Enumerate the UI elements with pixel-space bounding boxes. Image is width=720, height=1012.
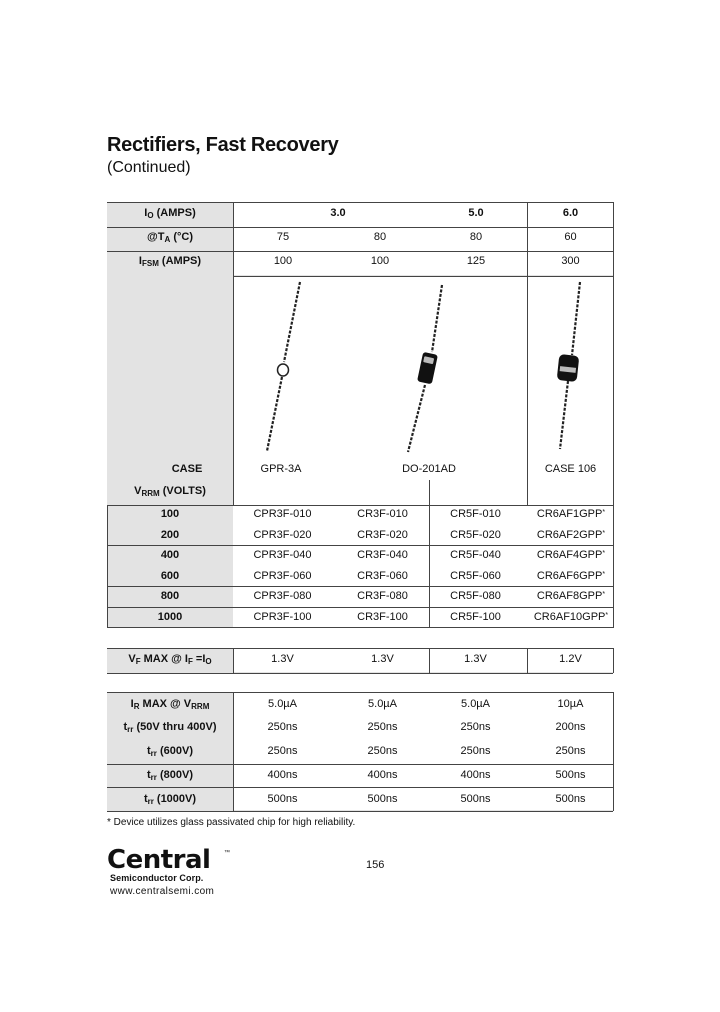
row-divider: [107, 586, 613, 587]
part-number: CR3F-100: [357, 611, 408, 623]
part-number: CR3F-080: [357, 590, 408, 602]
trr-value: 250ns: [367, 721, 398, 733]
io-value: 5.0: [468, 207, 484, 219]
part-number: CR3F-060: [357, 570, 408, 582]
trr-value: 250ns: [267, 721, 298, 733]
ifsm-value: 125: [466, 255, 486, 267]
ta-header: $@T_A$ (°C): [147, 231, 193, 244]
ir-value: 10µA: [557, 698, 584, 710]
footnote: * Device utilizes glass passivated chip for high reliability.: [107, 817, 356, 828]
part-number: CR5F-010: [450, 508, 501, 520]
col-divider: [613, 202, 614, 276]
col-divider: [233, 692, 234, 811]
ta-value: 75: [276, 231, 290, 243]
trr-value: 250ns: [367, 745, 398, 757]
voltage-label-col: [107, 506, 233, 628]
col-divider: [429, 480, 430, 628]
voltage-value: 400: [160, 549, 180, 561]
logo-trademark: ™: [224, 850, 230, 856]
io-value: 6.0: [562, 207, 579, 219]
col-divider: [233, 202, 234, 276]
col-divider: [233, 648, 234, 673]
trr-value: 250ns: [555, 745, 586, 757]
part-number: CPR3F-020: [253, 529, 312, 541]
part-number: CR5F-100: [450, 611, 501, 623]
part-number: CPR3F-040: [253, 549, 312, 561]
vf-value: 1.3V: [371, 653, 394, 665]
part-number: CR6AF6GPP*: [536, 570, 606, 582]
trr-value: 200ns: [555, 721, 586, 733]
trr-value: 500ns: [460, 793, 491, 805]
trr-header: $t_{rr}$ (50V thru 400V): [123, 721, 217, 734]
part-number: CR5F-040: [450, 549, 501, 561]
vf-value: 1.3V: [464, 653, 487, 665]
ir-value: 5.0µA: [461, 698, 490, 710]
case-name: CASE 106: [544, 463, 597, 475]
voltage-value: 200: [160, 529, 180, 541]
trr-value: 400ns: [267, 769, 298, 781]
row-divider: [107, 251, 613, 252]
voltage-value: 800: [160, 590, 180, 602]
io-header: $I_O$ (AMPS): [144, 207, 196, 220]
trr-header: $t_{rr}$ (600V): [147, 745, 193, 758]
trr-value: 250ns: [267, 745, 298, 757]
io-value: 3.0: [330, 207, 346, 219]
vrrm-label: $V_{RRM}$ (VOLTS): [134, 485, 206, 498]
case-label: CASE: [171, 463, 203, 475]
row-divider: [107, 607, 613, 608]
trr-value: 250ns: [460, 721, 491, 733]
case-name: GPR-3A: [260, 463, 302, 475]
part-number: CR6AF2GPP*: [536, 529, 606, 541]
row-divider: [107, 505, 613, 506]
part-number: CR6AF4GPP*: [536, 549, 606, 561]
row-divider: [107, 545, 613, 546]
trr-value: 500ns: [555, 769, 586, 781]
part-number: CPR3F-100: [253, 611, 312, 623]
part-number: CR5F-080: [450, 590, 501, 602]
col-divider: [613, 648, 614, 673]
case-name: DO-201AD: [402, 463, 456, 475]
diode-case106-icon: [557, 282, 580, 449]
part-number: CR3F-020: [357, 529, 408, 541]
trr-value: 500ns: [555, 793, 586, 805]
trr-value: 500ns: [267, 793, 298, 805]
row-divider: [107, 764, 613, 765]
part-number: CR6AF1GPP*: [536, 508, 606, 520]
page-title: Rectifiers, Fast Recovery: [107, 134, 339, 156]
ir-value: 5.0µA: [268, 698, 297, 710]
part-number: CR6AF8GPP*: [536, 590, 606, 602]
ir-header: $I_R$ MAX @ $V_{RRM}$: [130, 698, 210, 711]
part-number: CPR3F-060: [253, 570, 312, 582]
part-number: CPR3F-010: [253, 508, 312, 520]
row-divider: [107, 627, 613, 628]
part-number: CR5F-020: [450, 529, 501, 541]
part-number: CR5F-060: [450, 570, 501, 582]
diode-do201ad-icon: [408, 285, 442, 452]
voltage-value: 600: [160, 570, 180, 582]
trr-value: 250ns: [460, 745, 491, 757]
trr-header: $t_{rr}$ (1000V): [143, 793, 197, 806]
company-logo: Central: [107, 845, 211, 875]
part-number: CR3F-010: [357, 508, 408, 520]
page-subtitle: (Continued): [107, 159, 191, 176]
ifsm-value: 100: [273, 255, 293, 267]
col-divider: [613, 276, 614, 628]
row-divider: [107, 227, 613, 228]
diode-illustrations: [234, 277, 612, 455]
ifsm-value: 300: [561, 255, 580, 267]
trr-value: 500ns: [367, 793, 398, 805]
col-divider: [429, 648, 430, 673]
ta-value: 80: [469, 231, 483, 243]
diode-gpr3a-icon: [267, 282, 300, 451]
ta-value: 80: [373, 231, 387, 243]
company-url: www.centralsemi.com: [110, 886, 215, 897]
logo-subtitle: Semiconductor Corp.: [110, 873, 204, 883]
page-number: 156: [366, 859, 385, 871]
voltage-value: 1000: [157, 611, 183, 623]
part-number: CR3F-040: [357, 549, 408, 561]
voltage-value: 100: [160, 508, 180, 520]
part-number: CPR3F-080: [253, 590, 312, 602]
trr-header: $t_{rr}$ (800V): [147, 769, 193, 782]
ir-value: 5.0µA: [368, 698, 397, 710]
part-number: CR6AF10GPP*: [533, 611, 609, 623]
trr-value: 400ns: [460, 769, 491, 781]
ifsm-header: $I_{FSM}$ (AMPS): [138, 255, 202, 268]
vf-header: $V_F$ MAX @ $I_F =I_O$: [128, 653, 212, 666]
vf-value: 1.2V: [559, 653, 582, 665]
ifsm-value: 100: [370, 255, 390, 267]
col-divider: [613, 692, 614, 811]
row-divider: [107, 787, 613, 788]
ta-value: 60: [564, 231, 577, 243]
col-divider: [107, 505, 108, 628]
vf-value: 1.3V: [271, 653, 294, 665]
trr-value: 400ns: [367, 769, 398, 781]
